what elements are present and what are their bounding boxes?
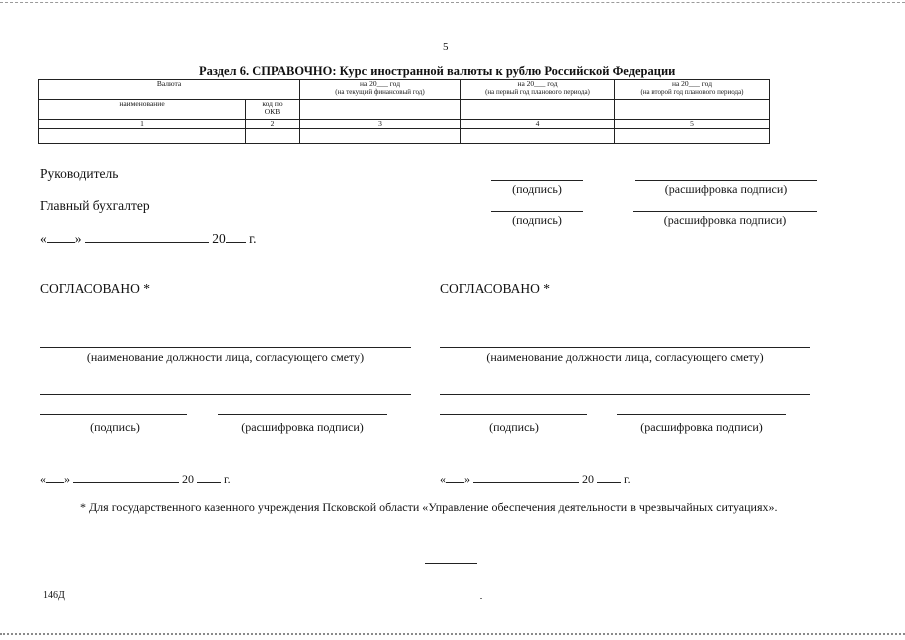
head-signature-caption: (подпись) [512,182,562,196]
col-number: 4 [461,120,615,129]
code-header: код по ОКВ [246,100,300,120]
agreed-right-position-caption: (наименование должности лица, согласующего смету) [486,350,764,364]
top-edge-line [0,2,905,3]
head-transcript-caption: (расшифровка подписи) [664,182,788,196]
agreed-right-extra-line[interactable] [440,394,810,395]
chief-accountant-label: Главный бухгалтер [40,198,150,213]
accountant-transcript-line[interactable] [633,211,817,212]
agreed-right-date-field[interactable]: « » 20 г. [440,472,631,486]
table-cell[interactable] [300,129,461,144]
currency-rate-table [38,79,770,144]
head-label: Руководитель [40,166,119,181]
agreed-left-transcript-line[interactable] [218,414,387,415]
head-transcript-line[interactable] [635,180,817,181]
bottom-edge-line [0,633,905,635]
currency-header: Валюта [39,80,300,100]
agreed-left-date-field[interactable]: « » 20 г. [40,472,231,486]
agreed-left-transcript-caption: (расшифровка подписи) [241,420,364,434]
col-current-year: на 20___ год (на текущий финансовый год) [300,80,461,100]
col-number: 2 [246,120,300,129]
agreed-left-title: СОГЛАСОВАНО * [40,281,151,296]
col-number: 5 [615,120,770,129]
date-field[interactable]: « » 20 г. [40,231,257,246]
agreed-right-transcript-caption: (расшифровка подписи) [640,420,763,434]
agreed-left-signature-line[interactable] [40,414,187,415]
accountant-transcript-caption: (расшифровка подписи) [663,213,787,227]
page-number: 5 [443,41,449,53]
head-signature-line[interactable] [491,180,583,181]
name-header: наименование [39,100,246,120]
agreed-right-signature-line[interactable] [440,414,587,415]
col-number: 1 [39,120,246,129]
table-cell[interactable] [39,129,246,144]
agreed-left-position-line[interactable] [40,347,411,348]
accountant-signature-line[interactable] [491,211,583,212]
col-number: 3 [300,120,461,129]
agreed-right-signature-caption: (подпись) [489,420,539,434]
agreed-right-position-line[interactable] [440,347,810,348]
section-title: Раздел 6. СПРАВОЧНО: Курс иностранной валюты к рублю Российской Федерации [199,64,676,78]
table-cell[interactable] [615,129,770,144]
accountant-signature-caption: (подпись) [512,213,562,227]
table-cell[interactable] [461,129,615,144]
agreed-left-signature-caption: (подпись) [90,420,140,434]
col-first-plan-year: на 20___ год (на первый год планового периода) [461,80,615,100]
col-second-plan-year: на 20___ год (на второй год планового периода) [615,80,770,100]
footnote: * Для государственного казенного учреждения Псковской области «Управление обеспечения деятельности в чрезвычайных ситуациях». [80,500,778,514]
agreed-left-extra-line[interactable] [40,394,411,395]
table-cell[interactable] [246,129,300,144]
scan-dot [480,598,482,599]
agreed-left-position-caption: (наименование должности лица, согласующего смету) [86,350,365,364]
agreed-right-title: СОГЛАСОВАНО * [440,281,551,296]
bottom-separator [425,563,477,564]
form-code: 146Д [43,590,65,601]
agreed-right-transcript-line[interactable] [617,414,786,415]
